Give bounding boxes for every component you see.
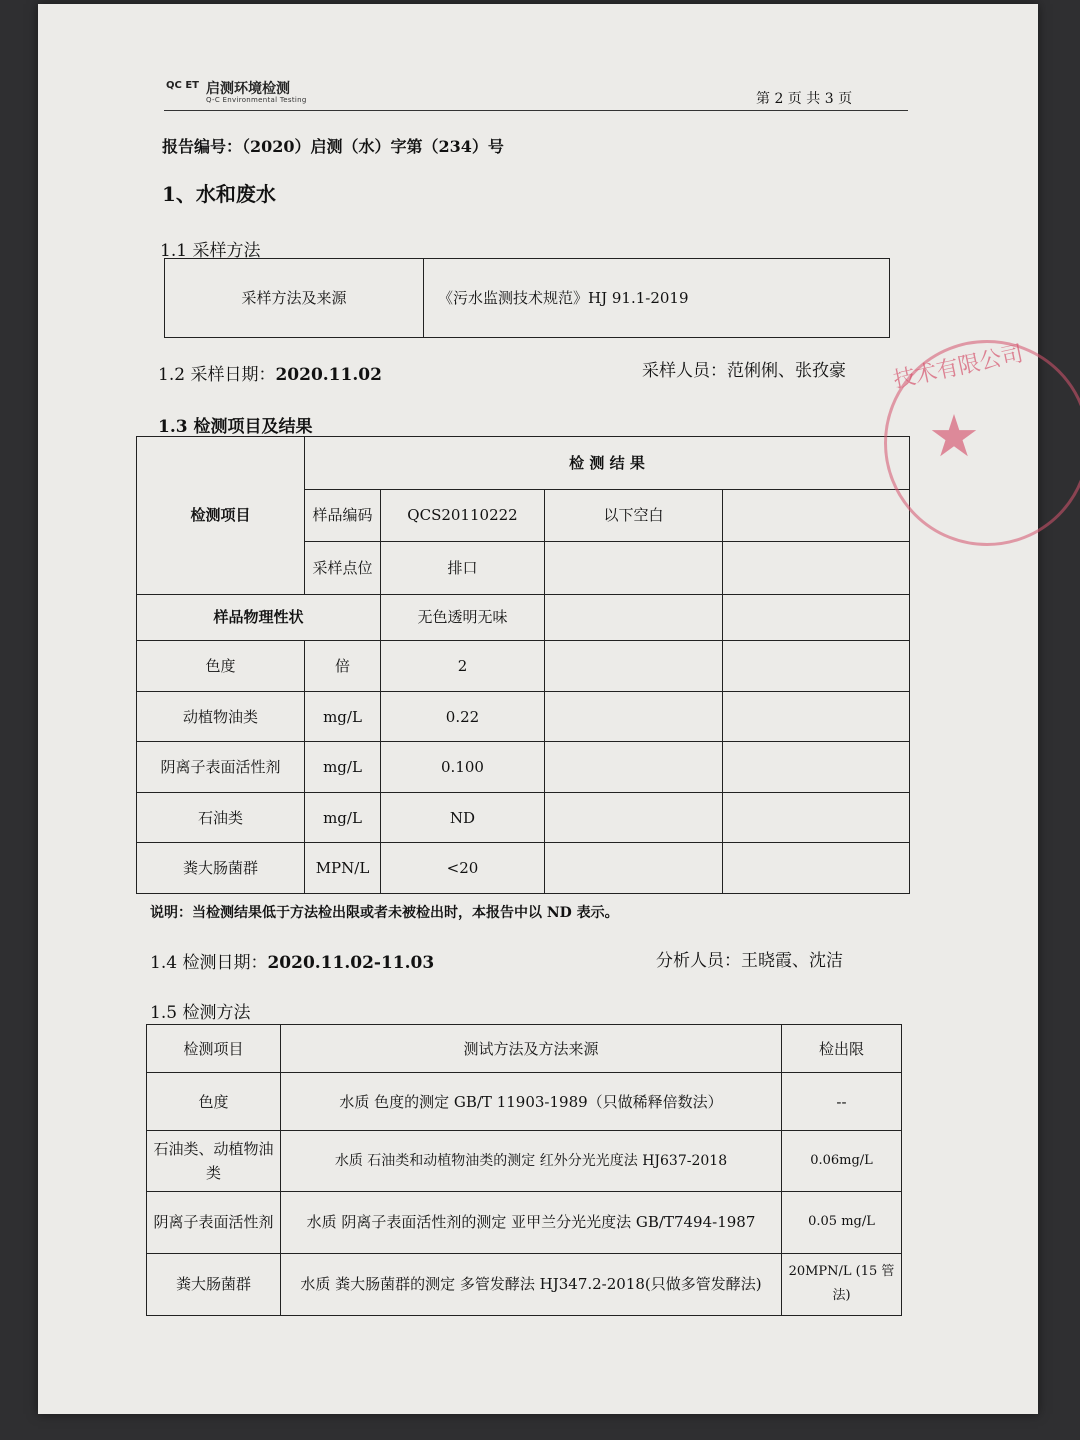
empty-cell xyxy=(723,843,910,894)
test-date-value: 2020.11.02-11.03 xyxy=(267,953,435,973)
table-row xyxy=(147,1191,902,1253)
result-unit: mg/L xyxy=(305,742,381,793)
methods-header-limit: 检出限 xyxy=(782,1025,902,1073)
empty-cell xyxy=(545,691,723,742)
report-number: 报告编号：（2020）启测（水）字第（234）号 xyxy=(162,137,504,156)
table-row xyxy=(137,843,910,894)
test-date-label: 1.4 检测日期： xyxy=(150,953,268,973)
method-item: 粪大肠菌群 xyxy=(147,1253,281,1315)
sample-code-label: 样品编码 xyxy=(305,489,381,542)
seal-text: 技术有限公司 xyxy=(891,341,1026,394)
test-date xyxy=(150,948,434,973)
table-row xyxy=(147,1253,902,1315)
results-note: 说明：当检测结果低于方法检出限或者未被检出时，本报告中以 ND 表示。 xyxy=(150,905,619,921)
sampling-date-label: 1.2 采样日期： xyxy=(158,365,276,385)
method-limit: 0.05 mg/L xyxy=(782,1191,902,1253)
table-row xyxy=(147,1025,902,1073)
sampling-method-label: 采样方法及来源 xyxy=(165,259,424,338)
table-row xyxy=(137,742,910,793)
empty-cell xyxy=(545,641,723,692)
method-item: 阴离子表面活性剂 xyxy=(147,1191,281,1253)
result-value: 0.22 xyxy=(381,691,545,742)
methods-table xyxy=(146,1024,902,1316)
empty-cell xyxy=(723,542,910,595)
method-text: 水质 粪大肠菌群的测定 多管发酵法 HJ347.2-2018(只做多管发酵法) xyxy=(281,1253,782,1315)
result-unit: MPN/L xyxy=(305,843,381,894)
physical-label: 样品物理性状 xyxy=(137,594,381,641)
empty-cell xyxy=(545,742,723,793)
physical-value: 无色透明无味 xyxy=(381,594,545,641)
report-page xyxy=(38,4,1038,1414)
empty-cell xyxy=(545,843,723,894)
sampling-method-value: 《污水监测技术规范》HJ 91.1-2019 xyxy=(424,259,890,338)
table-row xyxy=(137,792,910,843)
empty-cell xyxy=(723,691,910,742)
table-row xyxy=(147,1073,902,1131)
results-table xyxy=(136,436,910,894)
result-item: 石油类 xyxy=(137,792,305,843)
company-logo-mark: QC ET xyxy=(166,80,199,91)
empty-cell xyxy=(545,792,723,843)
method-item: 石油类、动植物油类 xyxy=(147,1131,281,1191)
result-item: 阴离子表面活性剂 xyxy=(137,742,305,793)
method-text: 水质 色度的测定 GB/T 11903-1989（只做稀释倍数法） xyxy=(281,1073,782,1131)
result-value: <20 xyxy=(381,843,545,894)
empty-cell xyxy=(723,489,910,542)
results-title: 1.3 检测项目及结果 xyxy=(158,417,313,437)
section-title: 1、水和废水 xyxy=(162,182,276,206)
methods-title: 1.5 检测方法 xyxy=(150,1003,251,1023)
result-unit: 倍 xyxy=(305,641,381,692)
sample-code: QCS20110222 xyxy=(381,489,545,542)
sample-point: 排口 xyxy=(381,542,545,595)
result-item: 粪大肠菌群 xyxy=(137,843,305,894)
header-divider xyxy=(164,110,908,111)
empty-cell xyxy=(545,542,723,595)
results-item-header: 检测项目 xyxy=(137,437,305,595)
empty-cell xyxy=(723,641,910,692)
methods-header-item: 检测项目 xyxy=(147,1025,281,1073)
table-row xyxy=(147,1131,902,1191)
method-item: 色度 xyxy=(147,1073,281,1131)
method-limit: -- xyxy=(782,1073,902,1131)
result-unit: mg/L xyxy=(305,691,381,742)
result-value: 2 xyxy=(381,641,545,692)
sample-point-label: 采样点位 xyxy=(305,542,381,595)
page-number: 第 2 页 共 3 页 xyxy=(756,91,853,107)
company-name: 启测环境检测 xyxy=(206,81,290,97)
company-name-en: Q-C Environmental Testing xyxy=(206,96,307,104)
result-unit: mg/L xyxy=(305,792,381,843)
table-row xyxy=(137,641,910,692)
empty-cell xyxy=(545,594,723,641)
empty-cell xyxy=(723,792,910,843)
blank-note: 以下空白 xyxy=(545,489,723,542)
sampling-staff: 采样人员：范俐俐、张孜豪 xyxy=(642,361,846,381)
sampling-date-value: 2020.11.02 xyxy=(275,365,382,385)
seal-star-icon: ★ xyxy=(928,402,980,470)
empty-cell xyxy=(723,594,910,641)
result-item: 动植物油类 xyxy=(137,691,305,742)
methods-header-method: 测试方法及方法来源 xyxy=(281,1025,782,1073)
method-limit: 20MPN/L (15 管法) xyxy=(782,1253,902,1315)
method-text: 水质 阴离子表面活性剂的测定 亚甲兰分光光度法 GB/T7494-1987 xyxy=(281,1191,782,1253)
result-item: 色度 xyxy=(137,641,305,692)
method-text: 水质 石油类和动植物油类的测定 红外分光光度法 HJ637-2018 xyxy=(281,1131,782,1191)
result-value: 0.100 xyxy=(381,742,545,793)
empty-cell xyxy=(723,742,910,793)
results-header: 检 测 结 果 xyxy=(305,437,910,490)
sampling-date xyxy=(158,360,382,385)
method-limit: 0.06mg/L xyxy=(782,1131,902,1191)
sampling-method-table xyxy=(164,258,890,338)
analysis-staff: 分析人员：王晓霞、沈洁 xyxy=(656,951,843,971)
table-row xyxy=(137,691,910,742)
result-value: ND xyxy=(381,792,545,843)
sampling-method-title: 1.1 采样方法 xyxy=(160,241,261,261)
